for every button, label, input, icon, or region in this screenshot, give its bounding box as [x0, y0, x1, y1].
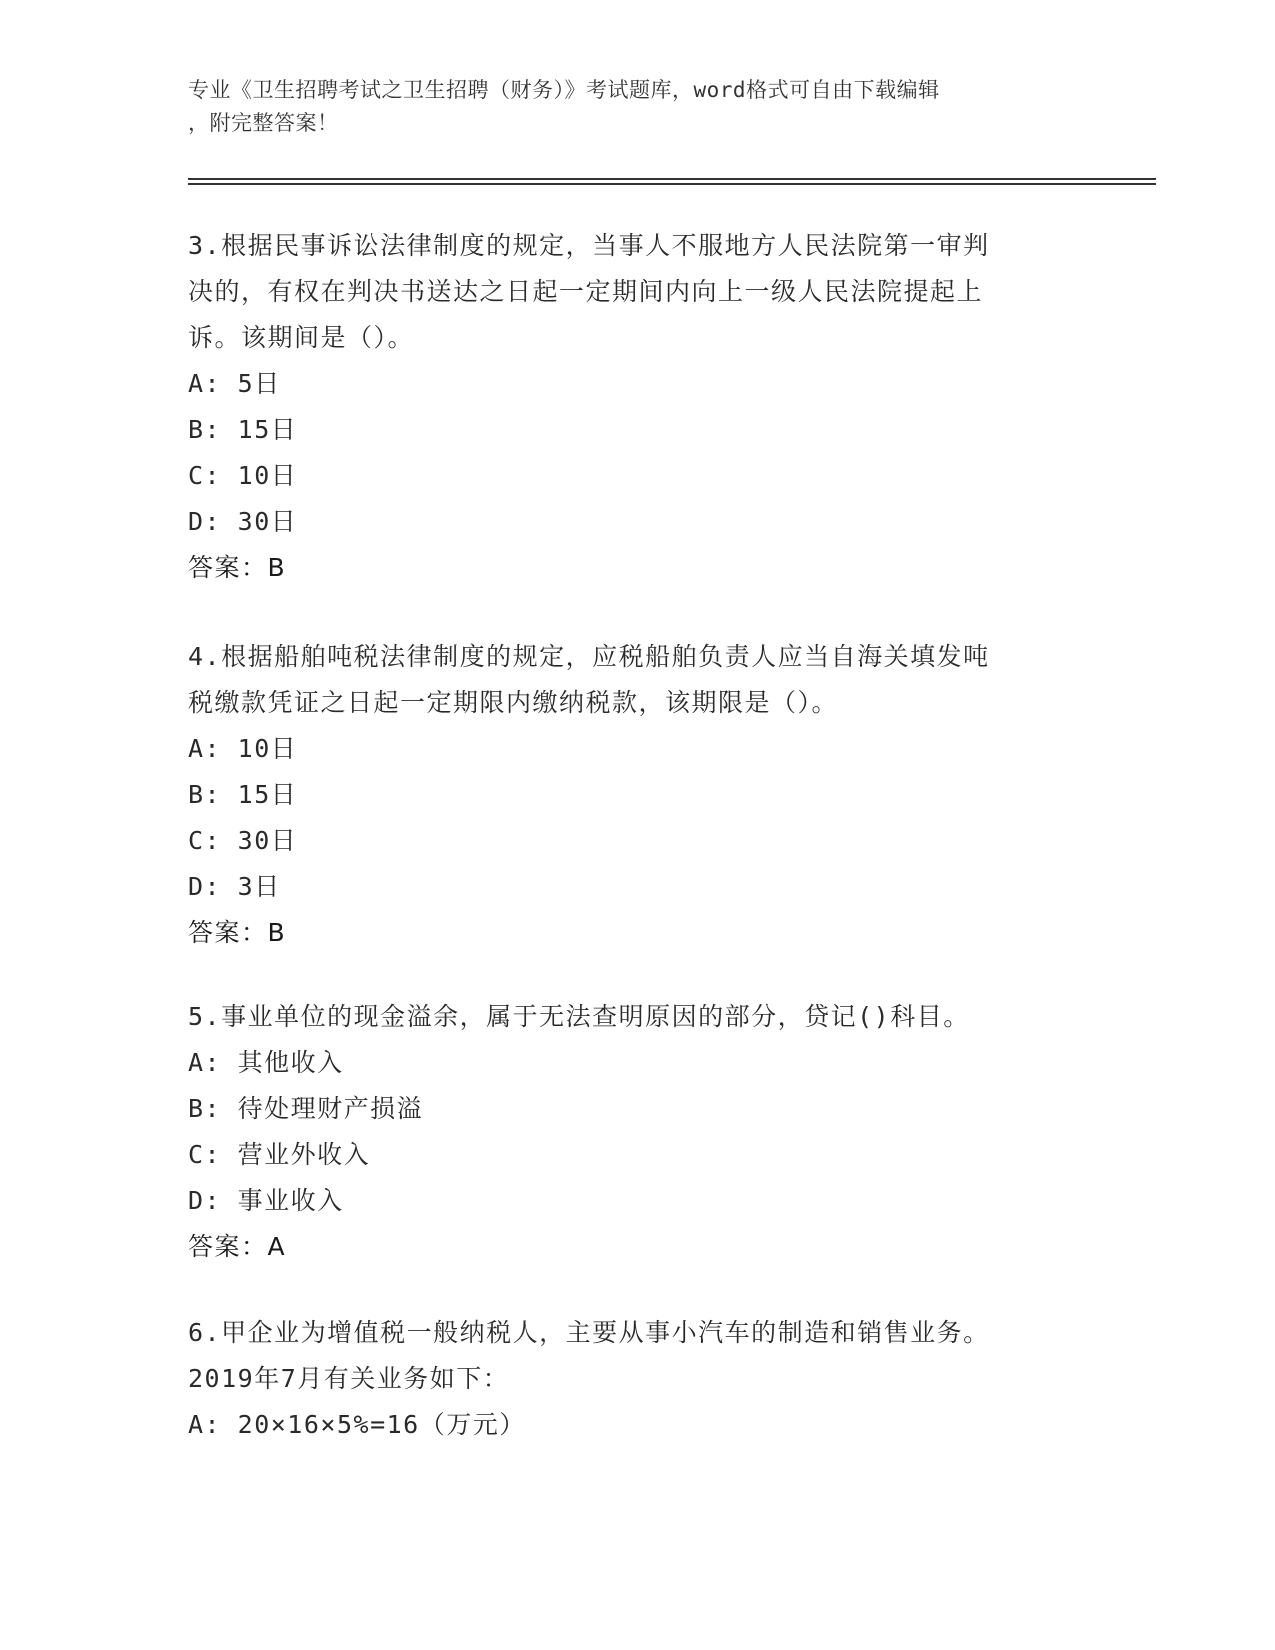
option-a: A: 5日 — [188, 369, 281, 398]
option-b: B: 15日 — [188, 415, 298, 444]
option-b: B: 15日 — [188, 780, 298, 809]
answer-line: 答案：B — [188, 553, 287, 582]
header-divider-top — [188, 178, 1156, 180]
question-stem-line: 2019年7月有关业务如下： — [188, 1364, 510, 1393]
question-stem-line: 诉。该期间是（）。 — [188, 323, 415, 352]
answer-line: 答案：B — [188, 918, 287, 947]
question-stem-line: 4.根据船舶吨税法律制度的规定，应税船舶负责人应当自海关填发吨 — [188, 642, 990, 671]
option-c: C: 30日 — [188, 826, 298, 855]
option-a: A: 20×16×5%=16（万元） — [188, 1410, 526, 1439]
answer-line: 答案：A — [188, 1232, 287, 1261]
question-stem-line: 3.根据民事诉讼法律制度的规定，当事人不服地方人民法院第一审判 — [188, 231, 990, 260]
question-stem-line: 6.甲企业为增值税一般纳税人，主要从事小汽车的制造和销售业务。 — [188, 1318, 990, 1347]
document-header — [188, 74, 1068, 140]
option-c: C: 10日 — [188, 461, 298, 490]
question-stem-line: 决的，有权在判决书送达之日起一定期间内向上一级人民法院提起上 — [188, 277, 984, 306]
option-d: D: 30日 — [188, 507, 298, 536]
question-stem-line: 5.事业单位的现金溢余，属于无法查明原因的部分，贷记()科目。 — [188, 1002, 970, 1031]
option-a: A: 10日 — [188, 734, 298, 763]
question-stem-line: 税缴款凭证之日起一定期限内缴纳税款，该期限是（）。 — [188, 688, 839, 717]
question-5 — [188, 994, 1068, 1270]
question-4 — [188, 634, 1068, 956]
header-title-line-1: 专业《卫生招聘考试之卫生招聘（财务）》考试题库，word格式可自由下载编辑 — [188, 78, 940, 102]
header-divider-bottom — [188, 183, 1156, 185]
header-title-line-2: ，附完整答案！ — [188, 111, 339, 135]
option-d: D: 事业收入 — [188, 1186, 344, 1215]
option-d: D: 3日 — [188, 872, 281, 901]
question-3 — [188, 223, 1068, 591]
question-6 — [188, 1310, 1068, 1448]
option-b: B: 待处理财产损溢 — [188, 1094, 424, 1123]
option-a: A: 其他收入 — [188, 1048, 344, 1077]
option-c: C: 营业外收入 — [188, 1140, 371, 1169]
